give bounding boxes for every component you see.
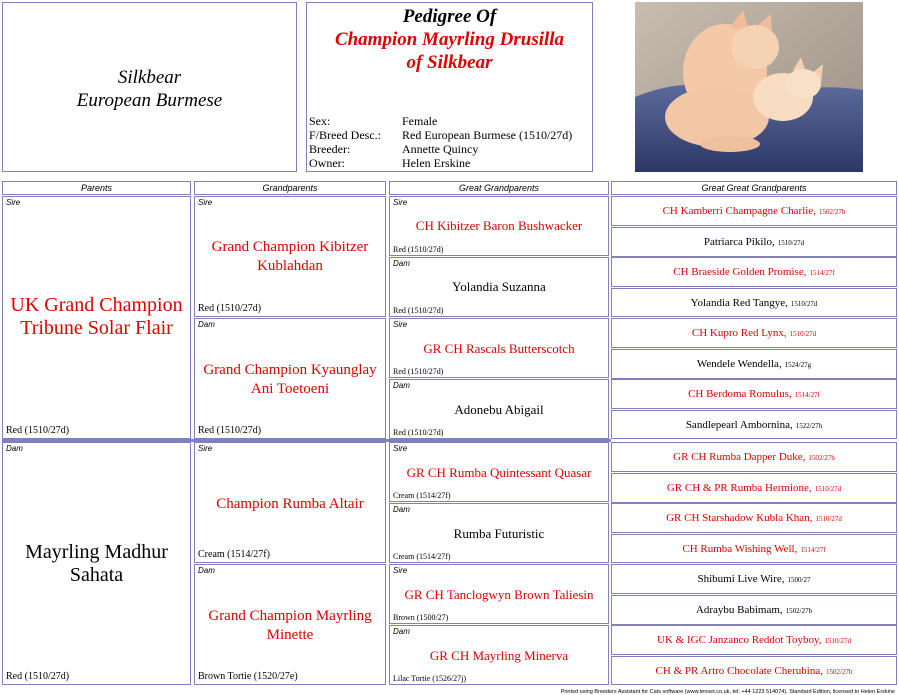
ggg-row [611, 503, 897, 533]
great-grandparent-cell [389, 257, 609, 317]
grandparent-code: Brown Tortie (1520/27e) [198, 671, 298, 682]
breed-line-2: European Burmese [76, 90, 223, 111]
great-grandparent-cell [389, 503, 609, 563]
ggg-row [611, 288, 897, 317]
header-grandparents: Grandparents [194, 181, 386, 195]
great-grandparent-code: Lilac Tortie (1526/27j) [393, 674, 467, 683]
sire-label: Sire [393, 320, 408, 329]
ggg-name: Shibumi Live Wire, [697, 573, 785, 585]
header-great-grandparents: Great Grandparents [389, 181, 609, 195]
ggg-code: 1510/27d [777, 239, 805, 247]
detail-value: Red European Burmese (1510/27d) [402, 128, 573, 142]
sire-label: Sire [198, 198, 213, 207]
ggg-row [611, 442, 897, 472]
cat-name-line-1: Champion Mayrling Drusilla [334, 29, 565, 50]
grandparent-code: Red (1510/27d) [198, 303, 262, 314]
great-grandparent-code: Cream (1514/27f) [393, 552, 451, 561]
great-grandparent-name: GR CH Mayrling Minerva [429, 648, 569, 663]
great-grandparent-name: GR CH Rascals Butterscotch [423, 341, 575, 356]
ggg-name: GR CH & PR Rumba Hermione, [666, 482, 812, 494]
dam-label: Dam [393, 505, 410, 514]
ggg-code: 1510/27d [789, 330, 817, 338]
ggg-code: 1510/27d [814, 485, 842, 493]
great-grandparent-code: Cream (1514/27f) [393, 491, 451, 500]
great-grandparent-cell [389, 564, 609, 624]
ggg-row [611, 227, 897, 257]
ggg-name: Yolandia Red Tangye, [690, 296, 788, 309]
great-grandparent-code: Red (1510/27d) [393, 306, 444, 315]
grandparent-code: Red (1510/27d) [198, 425, 262, 436]
ggg-name: Wendele Wendella, [696, 358, 782, 370]
ggg-row [611, 473, 897, 503]
great-grandparent-name: CH Kibitzer Baron Bushwacker [415, 218, 583, 233]
ggg-code: 1524/27g [784, 361, 812, 369]
ggg-row [611, 595, 897, 625]
ggg-name: CH Kupro Red Lynx, [691, 327, 787, 339]
details-list [309, 114, 572, 170]
ggg-code: 1502/27b [825, 667, 853, 676]
ggg-code: 1514/27f [794, 391, 820, 399]
sire-label: Sire [393, 444, 408, 453]
header-great-great-grandparents: Great Great Grandparents [611, 181, 897, 195]
parent-dam-code: Red (1510/27d) [6, 671, 70, 682]
grandparent-cell [194, 564, 386, 685]
detail-label: F/Breed Desc.: [309, 128, 381, 142]
dam-label: Dam [393, 627, 410, 636]
ggg-name: Patriarca Pikilo, [703, 236, 775, 248]
dam-label: Dam [393, 381, 410, 390]
ggg-code: 1502/27b [785, 607, 813, 615]
ggg-row [611, 656, 897, 685]
ggg-code: 1502/27b [808, 454, 835, 462]
grandparent-name: Grand Champion Mayrling Minette [208, 608, 372, 643]
ggg-code: 1510/27d [815, 515, 842, 523]
header-parents: Parents [2, 181, 191, 195]
great-grandparent-code: Red (1510/27d) [393, 245, 444, 254]
great-grandparent-name: Adonebu Abigail [454, 402, 544, 417]
title-box [306, 2, 593, 172]
ggg-name: GR CH Starshadow Kubla Khan, [666, 512, 813, 524]
ggg-row [611, 257, 897, 287]
ggg-name: CH Rumba Wishing Well, [682, 542, 798, 555]
sire-label: Sire [393, 198, 408, 207]
print-footer: Printed using Breeders Assistant for Cats software (www.tenset.co.uk, tel: +44 1223 514074). Standard Edition, licensed to Helen Erskine [560, 689, 895, 695]
ggg-name: Adraybu Babimam, [695, 604, 783, 616]
detail-row [309, 114, 572, 128]
sire-label: Sire [198, 444, 213, 453]
great-grandparent-cell [389, 318, 609, 378]
detail-value: Helen Erskine [402, 156, 471, 170]
ggg-code: 1510/27d [824, 637, 851, 645]
detail-label: Sex: [309, 114, 331, 128]
grandparent-name: Champion Rumba Altair [216, 496, 364, 512]
great-grandparent-code: Brown (1500/27) [393, 613, 449, 622]
detail-label: Breeder: [309, 142, 351, 156]
detail-label: Owner: [309, 156, 345, 170]
ggg-name: CH Berdoma Romulus, [688, 388, 792, 400]
ggg-code: 1514/27f [809, 269, 835, 277]
ggg-name: CH Kamberri Champagne Charlie, [662, 205, 816, 217]
great-grandparent-name: Rumba Futuristic [453, 526, 545, 541]
great-grandparent-name: GR CH Rumba Quintessant Quasar [406, 465, 592, 480]
ggg-row [611, 534, 897, 563]
parent-sire-name: UK Grand Champion Tribune Solar Flair [10, 294, 183, 339]
ggg-name: CH & PR Artro Chocolate Cherubina, [655, 664, 823, 677]
grandparent-cell [194, 318, 386, 439]
sire-label: Sire [6, 198, 21, 207]
ggg-row [611, 379, 897, 409]
parent-sire-code: Red (1510/27d) [6, 425, 70, 436]
ggg-name: Sandlepearl Ambornina, [685, 418, 793, 431]
ggg-row [611, 625, 897, 655]
ggg-name: CH Braeside Golden Promise, [673, 266, 807, 278]
great-grandparent-name: GR CH Tanclogwyn Brown Taliesin [404, 587, 594, 602]
ggg-code: 1500/27 [787, 576, 811, 584]
ggg-code: 1502/27b [818, 208, 846, 216]
detail-row [309, 156, 572, 170]
grandparent-cell [194, 196, 386, 317]
breed-box [2, 2, 297, 172]
cat-photo [635, 2, 863, 172]
ggg-code: 1514/27f [800, 545, 826, 554]
cat-name-line-2: of Silkbear [406, 52, 493, 73]
ggg-row [611, 349, 897, 379]
pedigree-heading: Pedigree Of [402, 6, 497, 27]
detail-row [309, 128, 572, 142]
grandparent-name: Grand Champion Kibitzer Kublahdan [211, 239, 369, 274]
dam-label: Dam [393, 259, 410, 268]
breed-line-1: Silkbear [117, 67, 182, 88]
grandparent-cell [194, 442, 386, 563]
detail-row [309, 142, 572, 156]
ggg-row [611, 196, 897, 226]
grandparent-name: Grand Champion Kyaunglay Ani Toetoeni [203, 362, 377, 397]
ggg-name: UK & IGC Janzanco Reddot Toyboy, [657, 634, 822, 646]
great-grandparent-cell [389, 379, 609, 439]
great-grandparent-cell [389, 196, 609, 256]
great-grandparent-cell [389, 442, 609, 502]
ggg-row [611, 564, 897, 594]
detail-value: Annette Quincy [402, 142, 479, 156]
ggg-code: 1522/27h [795, 421, 823, 430]
parent-dam-cell [2, 442, 191, 685]
great-grandparent-cell [389, 625, 609, 685]
parent-dam-name: Mayrling Madhur Sahata [25, 541, 168, 586]
detail-value: Female [402, 114, 438, 128]
ggg-name: GR CH Rumba Dapper Duke, [673, 451, 806, 463]
ggg-row [611, 410, 897, 439]
great-grandparent-code: Red (1510/27d) [393, 428, 444, 437]
dam-label: Dam [6, 444, 23, 453]
dam-label: Dam [198, 320, 215, 329]
great-grandparent-code: Red (1510/27d) [393, 367, 444, 376]
dam-label: Dam [198, 566, 215, 575]
ggg-row [611, 318, 897, 348]
cat-photo-illustration [635, 2, 863, 172]
grandparent-code: Cream (1514/27f) [198, 549, 270, 560]
great-grandparent-name: Yolandia Suzanna [452, 279, 546, 294]
ggg-code: 1510/27d [790, 299, 818, 308]
sire-label: Sire [393, 566, 408, 575]
parent-sire-cell [2, 196, 191, 439]
